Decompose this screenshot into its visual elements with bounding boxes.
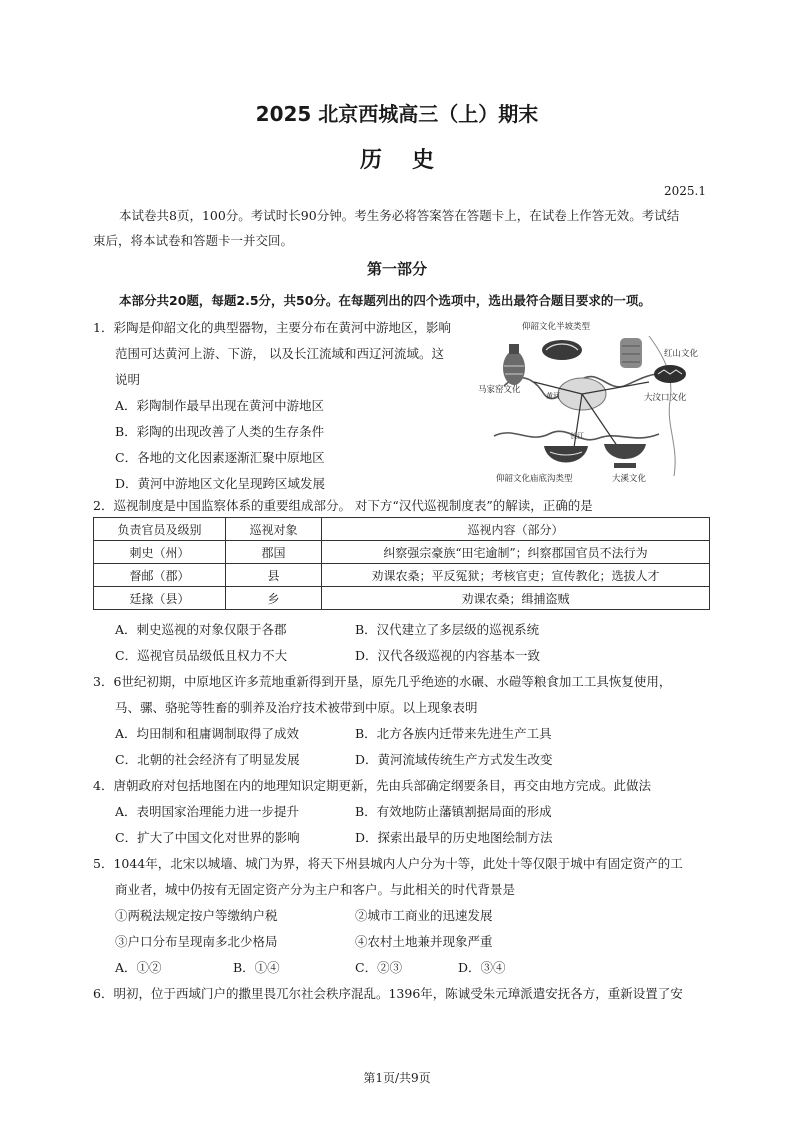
table-header-row <box>94 518 710 541</box>
table-cell: 督邮（郡） <box>94 564 226 587</box>
daxi-bowl-icon <box>604 444 646 468</box>
part-intro: 本部分共20题，每题2.5分，共50分。在每题列出的四个选项中，选出最符合题目要求的一项。 <box>119 293 651 308</box>
q5-option-c: C．②③ <box>355 960 403 975</box>
table-row <box>94 541 710 564</box>
map-label-daxi: 大溪文化 <box>612 474 647 484</box>
q5-option-d: D．③④ <box>458 960 506 975</box>
q3-option-c: C．北朝的社会经济有了明显发展 <box>115 752 300 767</box>
table-cell: 纠察强宗豪族“田宅逾制”；纠察郡国官员不法行为 <box>322 541 710 564</box>
exam-date: 2025.1 <box>664 184 706 198</box>
table-header-cell: 巡视内容（部分） <box>322 518 710 541</box>
table-cell: 县 <box>226 564 322 587</box>
q5-item-2: ②城市工商业的迅速发展 <box>355 908 493 923</box>
page-number: 第1页/共9页 <box>363 1071 431 1085</box>
q3-option-d: D．黄河流域传统生产方式发生改变 <box>355 752 553 767</box>
q6-stem-line-1: 6．明初，位于西域门户的撒里畏兀尔社会秩序混乱。1396年，陈诚受朱元璋派遣安抚各方，重新设置了安 <box>93 986 683 1001</box>
map-label-hongshan: 红山文化 <box>664 349 699 359</box>
q1-stem-line-1: 1．彩陶是仰韶文化的典型器物，主要分布在黄河中游地区，影响 <box>93 320 451 335</box>
q2-option-c: C．巡视官员品级低且权力不大 <box>115 648 288 663</box>
q4-stem: 4．唐朝政府对包括地图在内的地理知识定期更新，先由兵部确定纲要条目，再交由地方完成。此做法 <box>93 778 651 793</box>
table-cell: 刺史（州） <box>94 541 226 564</box>
q1-stem-line-3: 说明 <box>115 372 141 387</box>
q5-option-a: A．①② <box>115 960 162 975</box>
majiayao-vase-icon <box>503 344 525 385</box>
q2-option-b: B．汉代建立了多层级的巡视系统 <box>355 622 540 637</box>
hongshan-jar-icon <box>620 338 642 368</box>
dawenkou-bowl-icon <box>654 365 686 383</box>
map-label-yangtze: 长江 <box>570 432 584 440</box>
q4-option-a: A．表明国家治理能力进一步提升 <box>115 804 300 819</box>
q5-option-b: B．①④ <box>233 960 280 975</box>
q4-option-c: C．扩大了中国文化对世界的影响 <box>115 830 300 845</box>
q3-stem-line-1: 3．6世纪初期，中原地区许多荒地重新得到开垦，原先几乎绝迹的水碾、水磑等粮食加工工具恢复使用， <box>93 674 672 689</box>
map-label-dawenkou: 大汶口文化 <box>644 393 687 403</box>
q1-option-a: A．彩陶制作最早出现在黄河中游地区 <box>115 398 325 413</box>
table-cell: 郡国 <box>226 541 322 564</box>
q2-option-a: A．刺史巡视的对象仅限于各郡 <box>115 622 287 637</box>
q5-item-3: ③户口分布呈现南多北少格局 <box>115 934 278 949</box>
miaodigou-bowl-icon <box>544 446 588 463</box>
q1-option-c: C．各地的文化因素逐渐汇聚中原地区 <box>115 450 325 465</box>
map-label-yellow-river: 黄河 <box>546 392 560 400</box>
q1-stem-line-2: 范围可达黄河上游、下游， 以及长江流域和西辽河流域。这 <box>115 346 444 361</box>
pottery-map-figure <box>474 316 704 488</box>
q2-option-d: D．汉代各级巡视的内容基本一致 <box>355 648 541 663</box>
table-row <box>94 564 710 587</box>
q4-option-d: D．探索出最早的历史地图绘制方法 <box>355 830 553 845</box>
q5-stem-line-1: 5．1044年，北宋以城墙、城门为界，将天下州县城内人户分为十等，此处十等仅限于城中有固定资产的工 <box>93 856 683 871</box>
table-cell: 廷掾（县） <box>94 587 226 610</box>
map-label-miaodigou: 仰韶文化庙底沟类型 <box>496 474 573 484</box>
q1-option-d: D．黄河中游地区文化呈现跨区域发展 <box>115 476 326 491</box>
table-header-cell: 巡视对象 <box>226 518 322 541</box>
q2-stem: 2．巡视制度是中国监察体系的重要组成部分。 对下方“汉代巡视制度表”的解读，正确的是 <box>93 498 593 513</box>
han-patrol-table <box>93 517 710 610</box>
q5-item-1: ①两税法规定按户等缴纳户税 <box>115 908 278 923</box>
q3-stem-line-2: 马、骡、骆驼等牲畜的驯养及治疗技术被带到中原。以上现象表明 <box>115 700 478 715</box>
q3-option-a: A．均田制和租庸调制取得了成效 <box>115 726 300 741</box>
exam-title: 2025 北京西城高三（上）期末 <box>255 102 539 126</box>
table-header-cell: 负责官员及级别 <box>94 518 226 541</box>
q1-option-b: B．彩陶的出现改善了人类的生存条件 <box>115 424 325 439</box>
map-label-majiayao: 马家窑文化 <box>478 385 521 395</box>
table-cell: 乡 <box>226 587 322 610</box>
instructions-line-1: 本试卷共8页，100分。考试时长90分钟。考生务必将答案答在答题卡上，在试卷上作答无效。考试结 <box>119 208 680 223</box>
banpo-basin-icon <box>542 340 582 360</box>
table-cell: 劝课农桑；缉捕盗贼 <box>322 587 710 610</box>
table-cell: 劝课农桑；平反冤狱；考核官吏；宣传教化；选拔人才 <box>322 564 710 587</box>
q4-option-b: B．有效地防止藩镇割据局面的形成 <box>355 804 552 819</box>
subject-title: 历史 <box>359 148 464 173</box>
q5-item-4: ④农村土地兼并现象严重 <box>355 934 493 949</box>
table-row <box>94 587 710 610</box>
part-title: 第一部分 <box>366 260 427 278</box>
q5-stem-line-2: 商业者，城中仍按有无固定资产分为主户和客户。与此相关的时代背景是 <box>115 882 516 897</box>
map-label-banpo: 仰韶文化半坡类型 <box>522 322 591 332</box>
q3-option-b: B．北方各族内迁带来先进生产工具 <box>355 726 552 741</box>
instructions-line-2: 束后，将本试卷和答题卡一并交回。 <box>93 233 294 248</box>
